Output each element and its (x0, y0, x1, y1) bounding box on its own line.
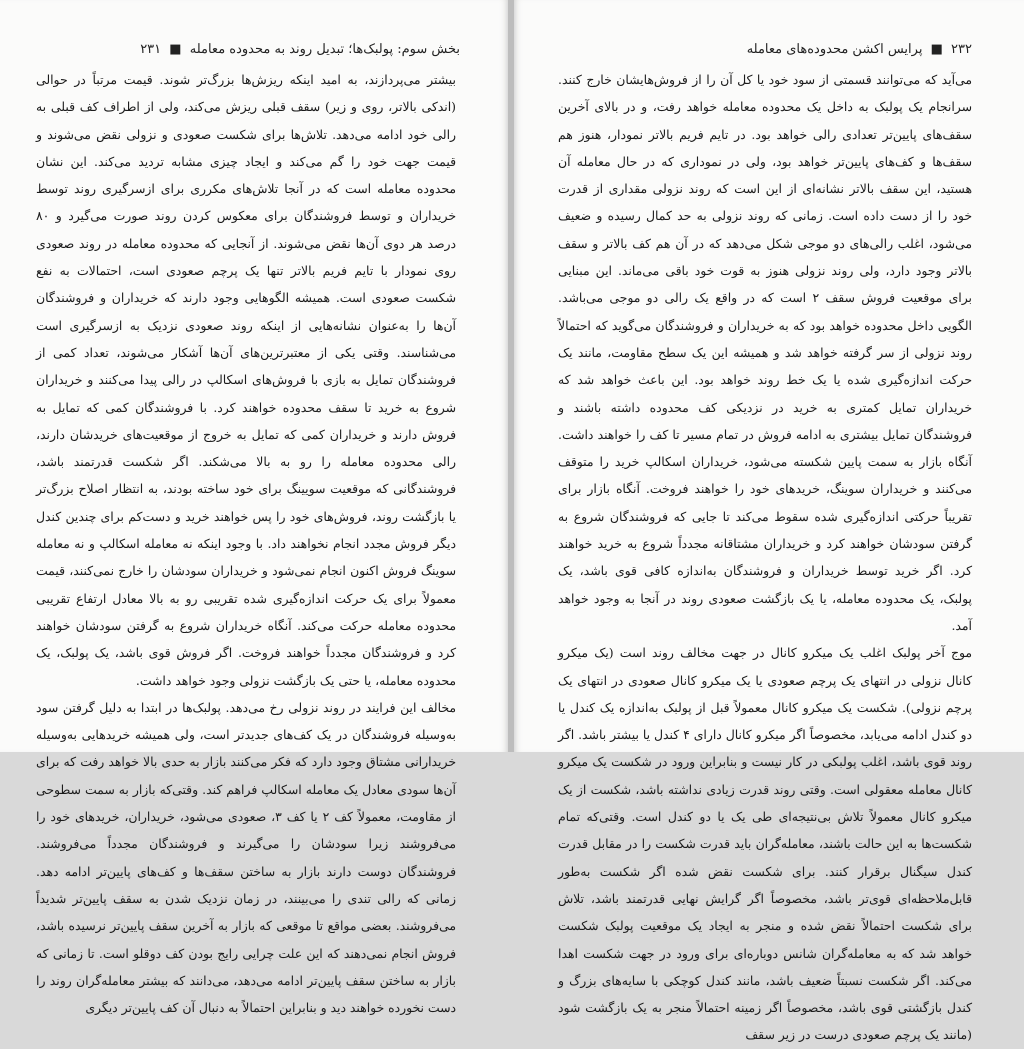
right-paragraph-2: موج آخر پولبک اغلب یک میکرو کانال در جهت مخالف روند است (یک میکرو کانال نزولی در انتهای یک پرچم صعودی یا یک میکرو کانال صعودی در انتهای یک پرچم نزولی). شکست یک میکرو کانال معمولاً قبل از پولبک به‌اندازه یک کندل یا دو کندل ادامه می‌یابد، مخصوصاً اگر میکرو کانال دارای ۴ کندل یا بیشتر باشد. اگر روند قوی باشد، اغلب پولبکی در کار نیست و بنابراین ورود در شکست یک میکرو کانال معامله معقولی است. وقتی روند قدرت زیادی نداشته باشد، شکست از یک میکرو کانال معمولاً تلاش بی‌نتیجه‌ای طی یک یا دو کندل است. وقتی‌که تمام شکست‌ها به این حالت باشند، معامله‌گران باید قدرت شکست را در مقابل قدرت کندل سیگنال برقرار کنند. برای شکست نقض شده اگر شکست به‌طور قابل‌ملاحظه‌ای قوی‌تر باشد، مخصوصاً اگر گرایش نهایی قدرتمند باشد، تلاش برای شکست احتمالاً نقض شده و منجر به ایجاد یک موقعیت پولبک شکست خواهد شد که به معامله‌گران شانس دوباره‌ای برای ورود در جهت شکست اهدا می‌کند. اگر شکست نسبتاً ضعیف باشد، مانند کندل کوچکی با سایه‌های بزرگ و کندل بازگشتی قوی باشد، مخصوصاً اگر زمینه احتمالاً منجر به یک بازگشت شود (مانند یک پرچم صعودی درست در زیر سقف (558, 645, 972, 1043)
left-paragraph-1: بیشتر می‌پردازند، به امید اینکه ریزش‌ها بزرگ‌تر شوند. قیمت مرتباً در حوالی (اندکی بالاتر، روی و زیر) سقف قبلی ریزش می‌کند، ولی از اطراف کف قبلی به رالی خود ادامه می‌دهد. تلاش‌ها برای شکست صعودی و نزولی نقض می‌شوند و قیمت جهت خود را گم می‌کند و ایجاد چیزی مشابه تردید می‌کند. این نشان محدوده معامله است که در آنجا تلاش‌های مکرری برای ازسرگیری روند توسط خریداران و توسط فروشندگان برای معکوس کردن روند صورت می‌گیرد و ۸۰ درصد هر دوی آن‌ها نقض می‌شوند. از آنجایی که محدوده معامله در روند صعودی روی نمودار با تایم فریم بالاتر تنها یک پرچم صعودی است، احتمالات به نفع شکست صعودی است. همیشه الگوهایی وجود دارند که خریداران و فروشندگان آن‌ها را به‌عنوان نشانه‌هایی از اینکه روند صعودی نزدیک به ازسرگیری است می‌شناسند. وقتی یکی از معتبرترین‌های آن‌ها آشکار می‌شوند، تعداد کمی از فروشندگان تمایل به بازی با فروش‌های اسکالپ در رالی پیدا می‌کنند و خریداران شروع به خرید تا سقف محدوده خواهند کرد. با فروشندگان کمی که تمایل به فروش دارند و خریداران کمی که تمایل به خروج از موقعیت‌های خریدشان دارند، رالی محدوده معامله را رو به بالا می‌شکند. اگر شکست قدرتمند باشد، فروشندگانی که موقعیت سویینگ برای خود ساخته بودند، به انتظار اصلاح بزرگ‌تر یا بازگشت روند، فروش‌های خود را پس خواهند خرید و دست‌کم برای چندین کندل دیگر فروش مجدد انجام نخواهند داد. با وجود اینکه نه معامله اسکالپ و نه معامله سوینگ فروش اکنون انجام نمی‌شود و خریداران سودشان را خارج نمی‌کنند، قیمت معمولاً برای یک حرکت اندازه‌گیری شده تقریبی رو به بالا معادل ارتفاع تقریبی محدوده معامله حرکت می‌کند. آنگاه خریداران شروع به گرفتن سودشان خواهند کرد و فروشندگان مجدداً خواهند فروخت. اگر فروش قوی باشد، یک پولبک، یک محدوده معامله، یا حتی یک بازگشت نزولی وجود خواهد داشت. (36, 72, 456, 688)
left-page-body (36, 66, 456, 1021)
right-page-header (747, 42, 972, 57)
right-running-head: پرایس اکشن محدوده‌های معامله (746, 42, 923, 57)
left-page-header (140, 42, 460, 57)
left-page-number: ۲۳۱ (140, 42, 162, 57)
right-paragraph-1: می‌آید که می‌توانند قسمتی از سود خود یا کل آن را از فروش‌هایشان خارج کنند. سرانجام یک پولبک به داخل یک محدوده معامله خواهد رفت، و در بالای آخرین سقف‌های پایین‌تر تعدادی رالی خواهد بود. در تایم فریم بالاتر نمودار، هنوز هم سقف‌ها و کف‌های پایین‌تر خواهد بود، ولی در نموداری که در حال معامله آن هستید، این سقف بالاتر نشانه‌ای از این است که روند نزولی مقداری از قدرت خود را از دست داده است. زمانی که روند نزولی به حد کمال رسیده و ضعیف می‌شود، اغلب رالی‌های دو موجی شکل می‌دهد که در آن هم کف بالاتر و سقف بالاتر وجود دارد، ولی روند نزولی هنوز به قوت خود باقی می‌ماند. این مبنایی برای موقعیت فروش سقف ۲ است که در واقع یک رالی دو موجی می‌باشد. الگویی داخل محدوده خواهد بود که به خریداران و فروشندگان می‌گوید که احتمالاً روند نزولی از سر گرفته خواهد شد و همیشه این یک سطح مقاومت، مانند یک حرکت اندازه‌گیری شده یا یک خط روند خواهد بود. این باعث خواهد شد که خریداران تمایل کمتری به خرید در نزدیکی کف محدوده داشته باشند و فروشندگان تمایل بیشتری به ادامه فروش در تمام مسیر تا کف را خواهند داشت. آنگاه بازار به سمت پایین شکسته می‌شود، خریداران اسکالپ خرید را متوقف می‌کنند و خریداران سوینگ، خریدهای خود را خواهند فروخت. آنگاه بازار برای تقریباً حرکتی اندازه‌گیری شده سقوط می‌کند تا جایی که فروشندگان شروع به گرفتن سودشان خواهند کرد و خریداران مشتاقانه مجدداً شروع به خرید خواهند کرد. اگر خرید توسط خریداران و فروشندگان به‌اندازه کافی قوی باشد، یک پولبک، یک محدوده معامله، یا یک بازگشت صعودی روند در آنجا به وجود خواهد آمد. (558, 72, 972, 633)
right-page-body (558, 66, 972, 1049)
left-running-head: بخش سوم: پولبک‌ها؛ تبدیل روند به محدوده معامله (189, 42, 460, 57)
left-page (0, 0, 508, 1016)
header-separator: ■ (169, 42, 182, 57)
right-page-number: ۲۳۲ (951, 42, 972, 57)
left-paragraph-2: مخالف این فرایند در روند نزولی رخ می‌دهد. پولبک‌ها در ابتدا به دلیل گرفتن سود به‌وسیله فروشندگان در یک کف‌های جدیدتر است، ولی همیشه خریدهایی به‌وسیله خریدارانی مشتاق وجود دارد که فکر می‌کنند بازار به حدی بالا خواهد رفت که برای آن‌ها سودی معادل یک معامله اسکالپ فراهم کند. وقتی‌که بازار به سمت سطوحی از مقاومت، معمولاً کف ۲ یا کف ۳، صعودی می‌شود، خریداران، خریدهای خود را می‌فروشند زیرا سودشان را می‌گیرند و فروشندگان مجدداً می‌فروشند. فروشندگان دوست دارند بازار به ساختن سقف‌ها و کف‌های پایین‌تر ادامه دهد. زمانی که رالی تندی را می‌بینند، در زمان نزدیک شدن به سقف پایین‌تر شدیداً می‌فروشند. بعضی مواقع تا موقعی که بازار به آخرین سقف پایین‌تر نرسیده باشد، فروش انجام نمی‌دهند که این علت چرایی رایج بودن کف دوقلو است. تا زمانی که بازار به ساختن سقف پایین‌تر ادامه می‌دهد، می‌دانند که بیشتر معامله‌گران روند را دست نخورده خواهند دید و بنابراین احتمالاً به دنبال آن کف پایین‌تر دیگری (36, 699, 456, 1016)
header-separator: ■ (930, 42, 943, 57)
right-page (514, 0, 1024, 1043)
